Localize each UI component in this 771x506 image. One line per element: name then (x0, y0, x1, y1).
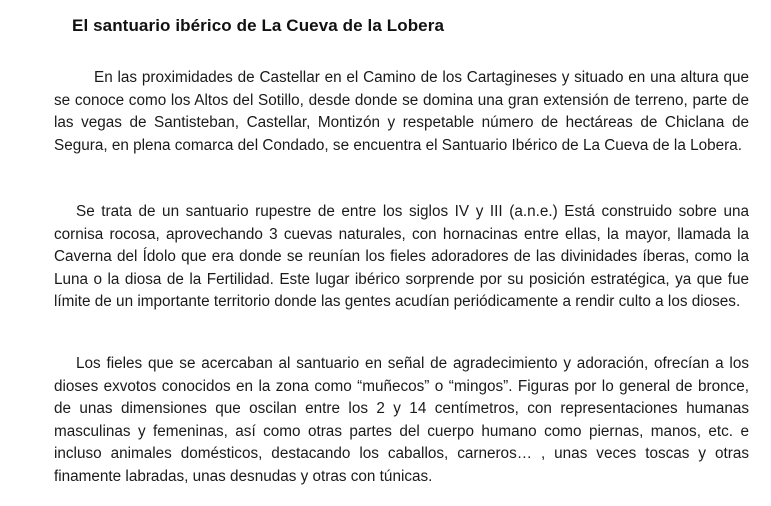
paragraph-description: Se trata de un santuario rupestre de entre los siglos IV y III (a.n.e.) Está construido sobre una cornisa rocosa, aprovechando 3 cuevas naturales, con hornacinas entre ellas, la mayor, llamada la Caverna del Ídolo que era donde se reunían los fieles adoradores de las divinidades íberas, como la Luna o la diosa de la Fertilidad. Este lugar ibérico sorprende por su posición estratégica, ya que fue límite de un importante territorio donde las gentes acudían periódicamente a rendir culto a los dioses. (54, 203, 749, 310)
paragraph-location: En las proximidades de Castellar en el Camino de los Cartagineses y situado en una altura que se conoce como los Altos del Sotillo, desde donde se domina una gran extensión de terreno, parte de las vegas de Santisteban, Castellar, Montizón y respetable número de hectáreas de Chiclana de Segura, en plena comarca del Condado, se encuentra el Santuario Ibérico de La Cueva de la Lobera. (54, 69, 749, 154)
paragraph-offerings: Los fieles que se acercaban al santuario en señal de agradecimiento y adoración, ofrecían a los dioses exvotos conocidos en la zona como “muñecos” o “mingos”. Figuras por lo general de bronce, de unas dimensiones que oscilan entre los 2 y 14 centímetros, con representaciones humanas masculinas y femeninas, así como otras partes del cuerpo humano como piernas, manos, etc. e incluso animales domésticos, destacando los caballos, carneros… , unas veces toscas y otras finamente labradas, unas desnudas y otras con túnicas. (54, 355, 749, 485)
document-title: El santuario ibérico de La Cueva de la Lobera (72, 16, 445, 35)
